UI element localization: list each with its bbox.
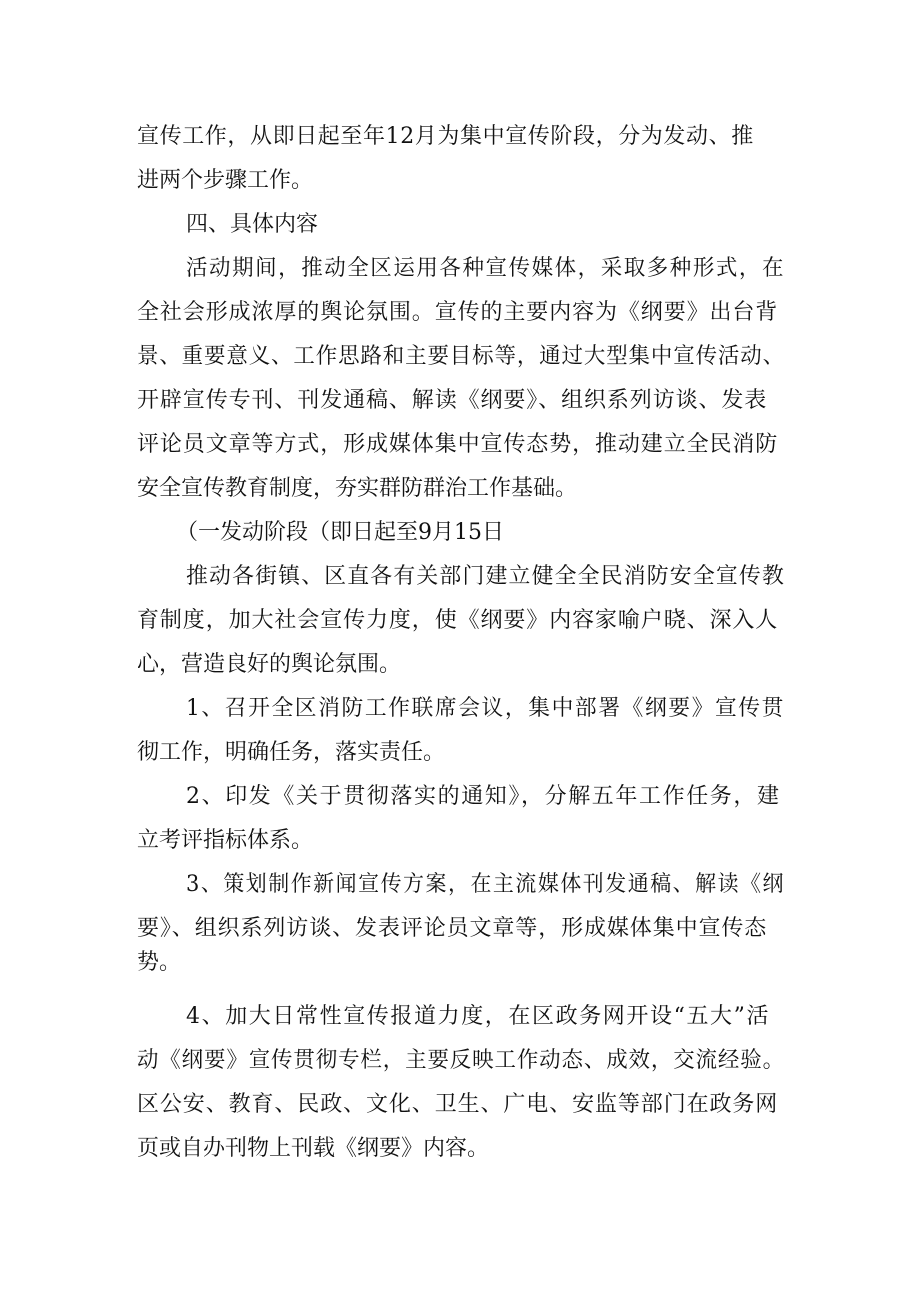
text-line: 景、重要意义、工作思路和主要目标等，通过大型集中宣传活动、 [137,344,785,369]
text-line: 动《纲要》宣传贯彻专栏，主要反映工作动态、成效，交流经验。 [137,1048,785,1073]
subsection-heading: （一发动阶段（即日起至9月15日 [176,520,504,545]
text-line: 要》、组织系列访谈、发表评论员文章等，形成媒体集中宣传态 [137,916,768,941]
text-line: 心，营造良好的舆论氛围。 [137,652,402,677]
text-line: 区公安、教育、民政、文化、卫生、广电、安监等部门在政务网 [137,1092,779,1117]
text-line: 推动各街镇、区直各有关部门建立健全全民消防安全宣传教 [186,564,785,589]
text-line: 1、召开全区消防工作联席会议，集中部署《纲要》宣传贯 [186,696,786,721]
text-line: 全社会形成浓厚的舆论氛围。宣传的主要内容为《纲要》出台背 [137,300,779,325]
text-line: 4、加大日常性宣传报道力度，在区政务网开设“五大”活 [186,1004,771,1029]
text-line: 育制度，加大社会宣传力度，使《纲要》内容家喻户晓、深入人 [137,608,779,633]
text-line: 2、印发《关于贯彻落实的通知》，分解五年工作任务，建 [186,784,781,809]
text-line: 立考评指标体系。 [137,828,314,853]
text-line: 评论员文章等方式，形成媒体集中宣传态势，推动建立全民消防 [137,432,779,457]
text-line: 活动期间，推动全区运用各种宣传媒体，采取多种形式，在 [186,256,786,281]
text-line: 势。 [137,950,182,975]
section-heading: 四、具体内容 [186,212,319,237]
text-line: 页或自办刊物上刊载《纲要》内容。 [137,1136,490,1161]
text-line: 宣传工作，从即日起至年12月为集中宣传阶段，分为发动、推 [137,124,754,149]
text-line: 开辟宣传专刊、刊发通稿、解读《纲要》、组织系列访谈、发表 [137,388,768,413]
text-line: 安全宣传教育制度，夯实群防群治工作基础。 [137,476,578,501]
text-line: 3、策划制作新闻宣传方案，在主流媒体刊发通稿、解读《纲 [186,872,786,897]
text-line: 彻工作，明确任务，落实责任。 [137,740,446,765]
text-line: 进两个步骤工作。 [137,168,314,193]
